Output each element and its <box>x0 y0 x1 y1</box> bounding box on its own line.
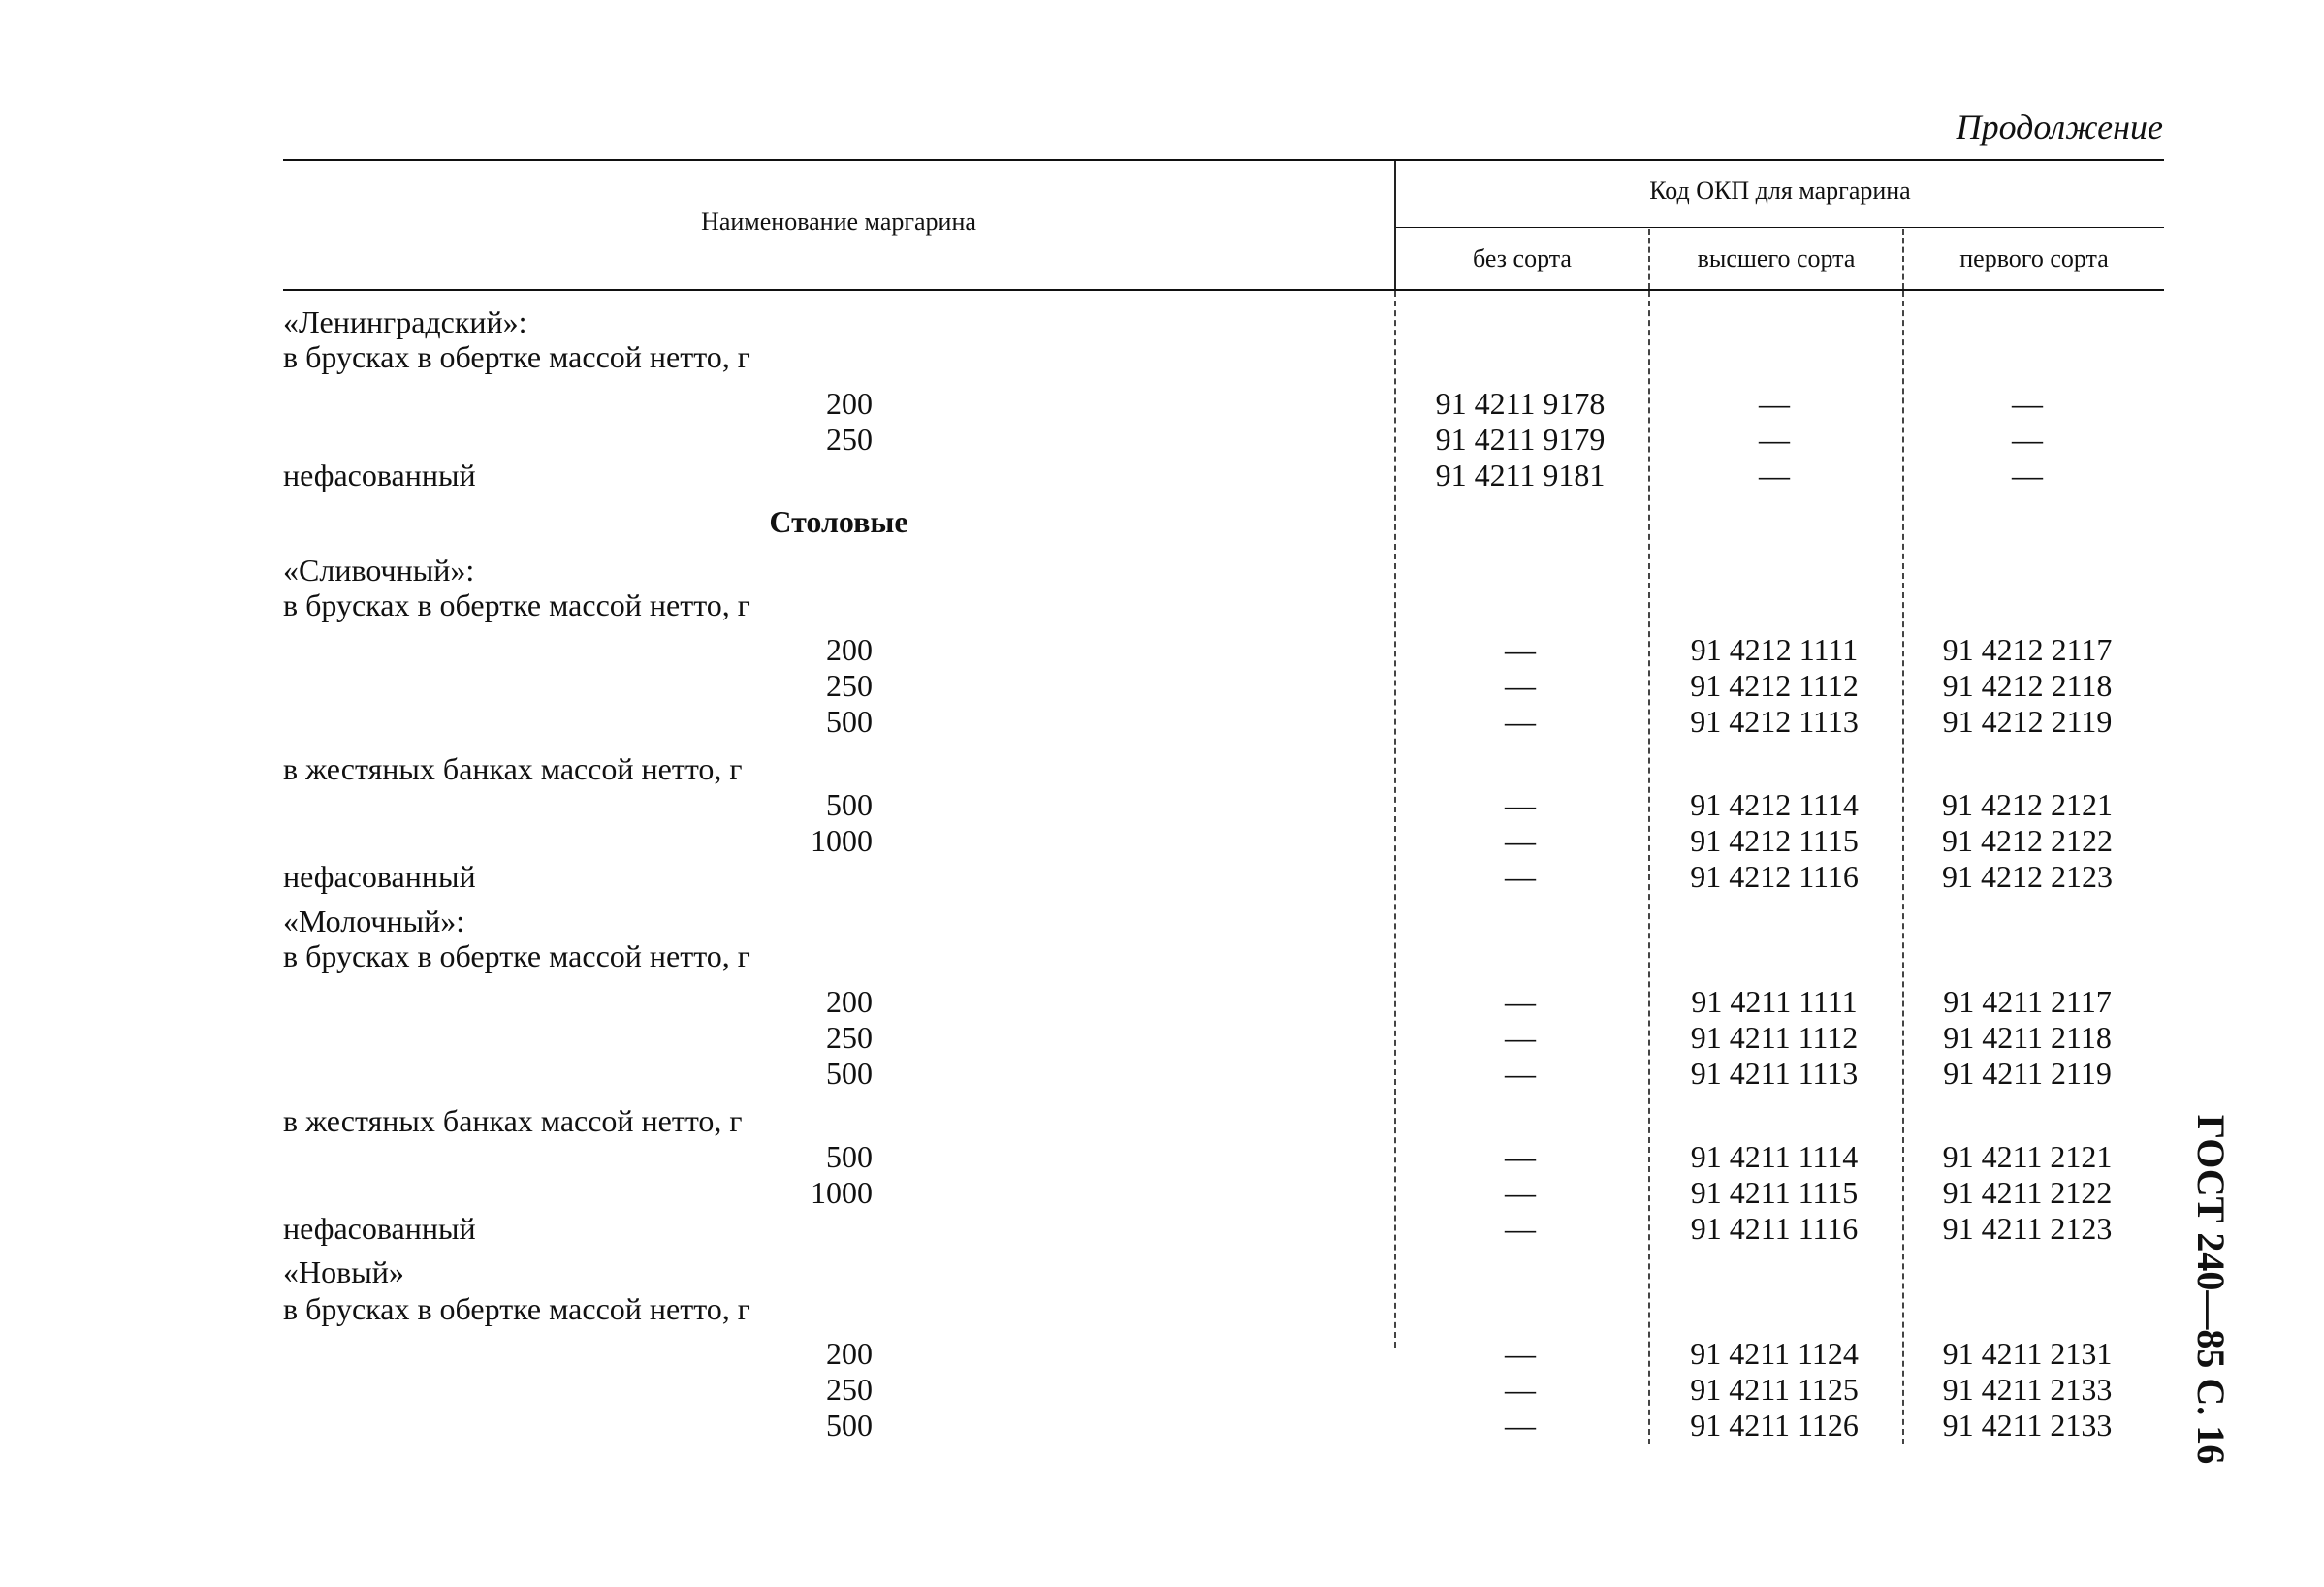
code-no-grade: — <box>1505 1056 1536 1091</box>
code-no-grade: — <box>1505 1175 1536 1210</box>
table-top-rule <box>283 159 2164 161</box>
code-no-grade: — <box>1505 1372 1536 1407</box>
header-col-premium: высшего сорта <box>1697 244 1856 272</box>
header-group-rule <box>1394 227 2164 228</box>
row-name: нефасованный <box>283 859 476 894</box>
code-first-grade: — <box>2012 458 2043 492</box>
code-no-grade: — <box>1505 1139 1536 1174</box>
code-premium: 91 4211 1116 <box>1690 1211 1859 1246</box>
code-premium: 91 4211 1124 <box>1690 1336 1859 1371</box>
code-first-grade: 91 4212 2117 <box>1942 632 2113 667</box>
code-first-grade: 91 4211 2118 <box>1943 1020 2112 1055</box>
row-mass: 250 <box>826 668 873 703</box>
row-mass: 1000 <box>811 823 873 858</box>
continuation-label: Продолжение <box>1956 108 2163 146</box>
code-first-grade: — <box>2012 422 2043 457</box>
row-mass: 200 <box>826 984 873 1019</box>
code-first-grade: 91 4212 2119 <box>1942 704 2113 739</box>
row-mass: 500 <box>826 1139 873 1174</box>
code-no-grade: — <box>1505 1211 1536 1246</box>
code-no-grade: — <box>1505 859 1536 894</box>
code-first-grade: 91 4211 2117 <box>1943 984 2112 1019</box>
code-first-grade: 91 4211 2133 <box>1942 1408 2113 1443</box>
header-col-first-grade: первого сорта <box>1959 244 2109 272</box>
header-col-no-grade: без сорта <box>1473 244 1572 272</box>
code-first-grade: 91 4212 2123 <box>1942 859 2113 894</box>
code-first-grade: 91 4211 2121 <box>1942 1139 2113 1174</box>
row-name: в брусках в обертке массой нетто, г <box>283 938 750 973</box>
code-no-grade: — <box>1505 632 1536 667</box>
code-no-grade: 91 4211 9181 <box>1435 458 1606 492</box>
code-premium: 91 4211 1113 <box>1690 1056 1859 1091</box>
code-premium: 91 4211 1111 <box>1691 984 1858 1019</box>
row-name: в брусках в обертке массой нетто, г <box>283 587 750 622</box>
code-first-grade: 91 4212 2121 <box>1942 787 2113 822</box>
code-no-grade: 91 4211 9178 <box>1435 386 1606 421</box>
code-first-grade: — <box>2012 386 2043 421</box>
row-mass: 200 <box>826 1336 873 1371</box>
row-name: в брусках в обертке массой нетто, г <box>283 1291 750 1326</box>
code-first-grade: 91 4211 2131 <box>1942 1336 2113 1371</box>
code-premium: 91 4211 1126 <box>1690 1408 1859 1443</box>
code-no-grade: — <box>1505 1408 1536 1443</box>
section-heading: Столовые <box>769 504 908 539</box>
row-name: в жестяных банках массой нетто, г <box>283 1103 743 1138</box>
code-premium: 91 4211 1125 <box>1690 1372 1859 1407</box>
row-mass: 250 <box>826 1372 873 1407</box>
code-premium: 91 4212 1112 <box>1690 668 1859 703</box>
code-no-grade: — <box>1505 984 1536 1019</box>
row-name: нефасованный <box>283 1211 476 1246</box>
code-first-grade: 91 4211 2119 <box>1943 1056 2112 1091</box>
row-name: в жестяных банках массой нетто, г <box>283 751 743 786</box>
row-mass: 500 <box>826 704 873 739</box>
code-premium: 91 4212 1116 <box>1690 859 1859 894</box>
row-mass: 200 <box>826 632 873 667</box>
code-premium: 91 4211 1112 <box>1690 1020 1859 1055</box>
row-name: «Новый» <box>283 1254 404 1289</box>
row-name: в брусках в обертке массой нетто, г <box>283 339 750 374</box>
row-name: «Ленинградский»: <box>283 304 527 339</box>
code-no-grade: 91 4211 9179 <box>1435 422 1606 457</box>
code-premium: 91 4211 1114 <box>1690 1139 1859 1174</box>
row-mass: 500 <box>826 1056 873 1091</box>
header-code-group: Код ОКП для маргарина <box>1649 176 1911 205</box>
code-no-grade: — <box>1505 1020 1536 1055</box>
code-no-grade: — <box>1505 823 1536 858</box>
code-premium: — <box>1759 458 1790 492</box>
code-no-grade: — <box>1505 668 1536 703</box>
row-name: «Сливочный»: <box>283 553 475 587</box>
code-premium: 91 4212 1115 <box>1690 823 1859 858</box>
row-name: «Молочный»: <box>283 904 465 938</box>
code-premium: 91 4212 1113 <box>1690 704 1859 739</box>
code-premium: — <box>1759 386 1790 421</box>
header-name-column: Наименование маргарина <box>701 207 976 236</box>
code-first-grade: 91 4212 2118 <box>1942 668 2113 703</box>
code-no-grade: — <box>1505 787 1536 822</box>
code-premium: 91 4212 1111 <box>1690 632 1859 667</box>
row-mass: 200 <box>826 386 873 421</box>
code-first-grade: 91 4211 2123 <box>1942 1211 2113 1246</box>
row-name: нефасованный <box>283 458 476 492</box>
code-premium: — <box>1759 422 1790 457</box>
header-bottom-rule <box>283 289 2164 291</box>
row-mass: 250 <box>826 422 873 457</box>
row-mass: 250 <box>826 1020 873 1055</box>
row-mass: 1000 <box>811 1175 873 1210</box>
page-side-label: ГОСТ 240—85 С. 16 <box>2189 1114 2233 1465</box>
code-no-grade: — <box>1505 704 1536 739</box>
code-premium: 91 4212 1114 <box>1690 787 1859 822</box>
code-premium: 91 4211 1115 <box>1690 1175 1859 1210</box>
row-mass: 500 <box>826 1408 873 1443</box>
code-first-grade: 91 4211 2122 <box>1942 1175 2113 1210</box>
code-no-grade: — <box>1505 1336 1536 1371</box>
code-first-grade: 91 4211 2133 <box>1942 1372 2113 1407</box>
row-mass: 500 <box>826 787 873 822</box>
code-first-grade: 91 4212 2122 <box>1942 823 2113 858</box>
